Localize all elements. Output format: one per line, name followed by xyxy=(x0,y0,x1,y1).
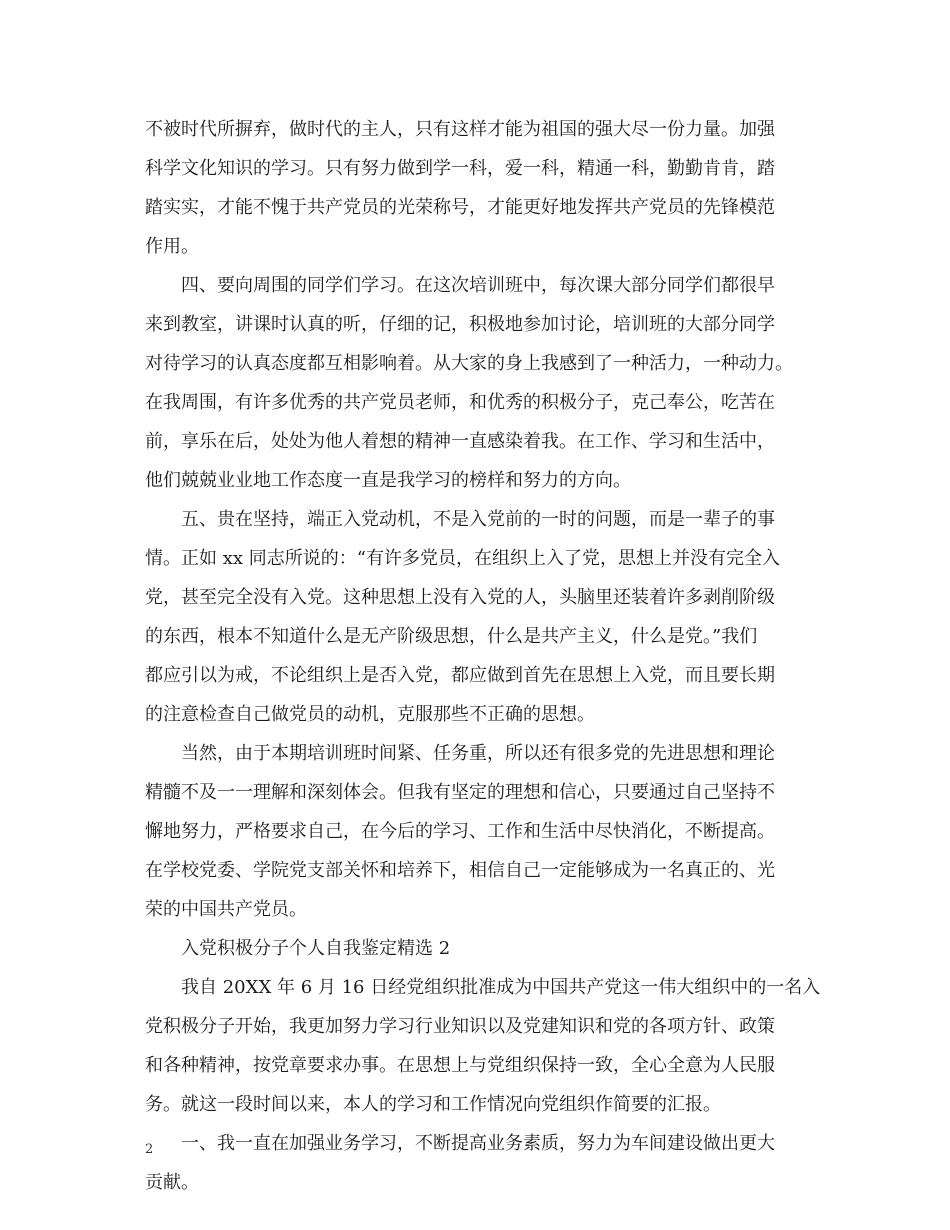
text-line: 我自 20XX 年 6 月 16 日经党组织批准成为中国共产党这一伟大组织中的一名入 xyxy=(181,977,821,998)
text-line: 情。正如 xx 同志所说的：“有许多党员，在组织上入了党，思想上并没有完全入 xyxy=(145,548,780,569)
text-line: 入党积极分子个人自我鉴定精选 2 xyxy=(181,938,451,959)
text-line: 党，甚至完全没有入党。这种思想上没有入党的人，头脑里还装着许多剥削阶级 xyxy=(145,587,775,608)
text-line: 当然，由于本期培训班时间紧、任务重，所以还有很多党的先进思想和理论 xyxy=(181,743,775,764)
text-line: 五、贵在坚持，端正入党动机，不是入党前的一时的问题，而是一辈子的事 xyxy=(181,509,775,530)
text-line: 荣的中国共产党员。 xyxy=(145,899,307,920)
text-line: 一、我一直在加强业务学习，不断提高业务素质，努力为车间建设做出更大 xyxy=(181,1133,775,1154)
text-line: 在学校党委、学院党支部关怀和培养下，相信自己一定能够成为一名真正的、光 xyxy=(145,860,775,881)
text-line: 贡献。 xyxy=(145,1172,199,1193)
text-line: 都应引以为戒，不论组织上是否入党，都应做到首先在思想上入党，而且要长期 xyxy=(145,665,775,686)
text-line: 踏实实，才能不愧于共产党员的光荣称号，才能更好地发挥共产党员的先锋模范 xyxy=(145,197,775,218)
text-line: 前，享乐在后，处处为他人着想的精神一直感染着我。在工作、学习和生活中， xyxy=(145,431,775,452)
text-line: 务。就这一段时间以来，本人的学习和工作情况向党组织作简要的汇报。 xyxy=(145,1094,721,1115)
text-line: 懈地努力，严格要求自己，在今后的学习、工作和生活中尽快消化，不断提高。 xyxy=(145,821,775,842)
text-line: 党积极分子开始，我更加努力学习行业知识以及党建知识和党的各项方针、政策 xyxy=(145,1016,775,1037)
page-number: 2 xyxy=(145,1142,154,1157)
text-line: 作用。 xyxy=(145,236,199,257)
text-line: 他们兢兢业业地工作态度一直是我学习的榜样和努力的方向。 xyxy=(145,470,631,491)
text-line: 对待学习的认真态度都互相影响着。从大家的身上我感到了一种活力，一种动力。 xyxy=(145,353,793,374)
text-line: 精髓不及一一理解和深刻体会。但我有坚定的理想和信心，只要通过自己坚持不 xyxy=(145,782,775,803)
text-line: 的注意检查自己做党员的动机，克服那些不正确的思想。 xyxy=(145,704,595,725)
text-line: 和各种精神，按党章要求办事。在思想上与党组织保持一致，全心全意为人民服 xyxy=(145,1055,775,1076)
text-line: 的东西，根本不知道什么是无产阶级思想，什么是共产主义，什么是党。”我们 xyxy=(145,626,758,647)
text-line: 在我周围，有许多优秀的共产党员老师，和优秀的积极分子，克己奉公，吃苦在 xyxy=(145,392,775,413)
text-line: 不被时代所摒弃，做时代的主人，只有这样才能为祖国的强大尽一份力量。加强 xyxy=(145,119,775,140)
text-line: 四、要向周围的同学们学习。在这次培训班中，每次课大部分同学们都很早 xyxy=(181,275,775,296)
document-body xyxy=(145,110,821,1202)
text-line: 来到教室，讲课时认真的听，仔细的记，积极地参加讨论，培训班的大部分同学 xyxy=(145,314,775,335)
text-line: 科学文化知识的学习。只有努力做到学一科，爱一科，精通一科，勤勤肯肯，踏 xyxy=(145,158,775,179)
